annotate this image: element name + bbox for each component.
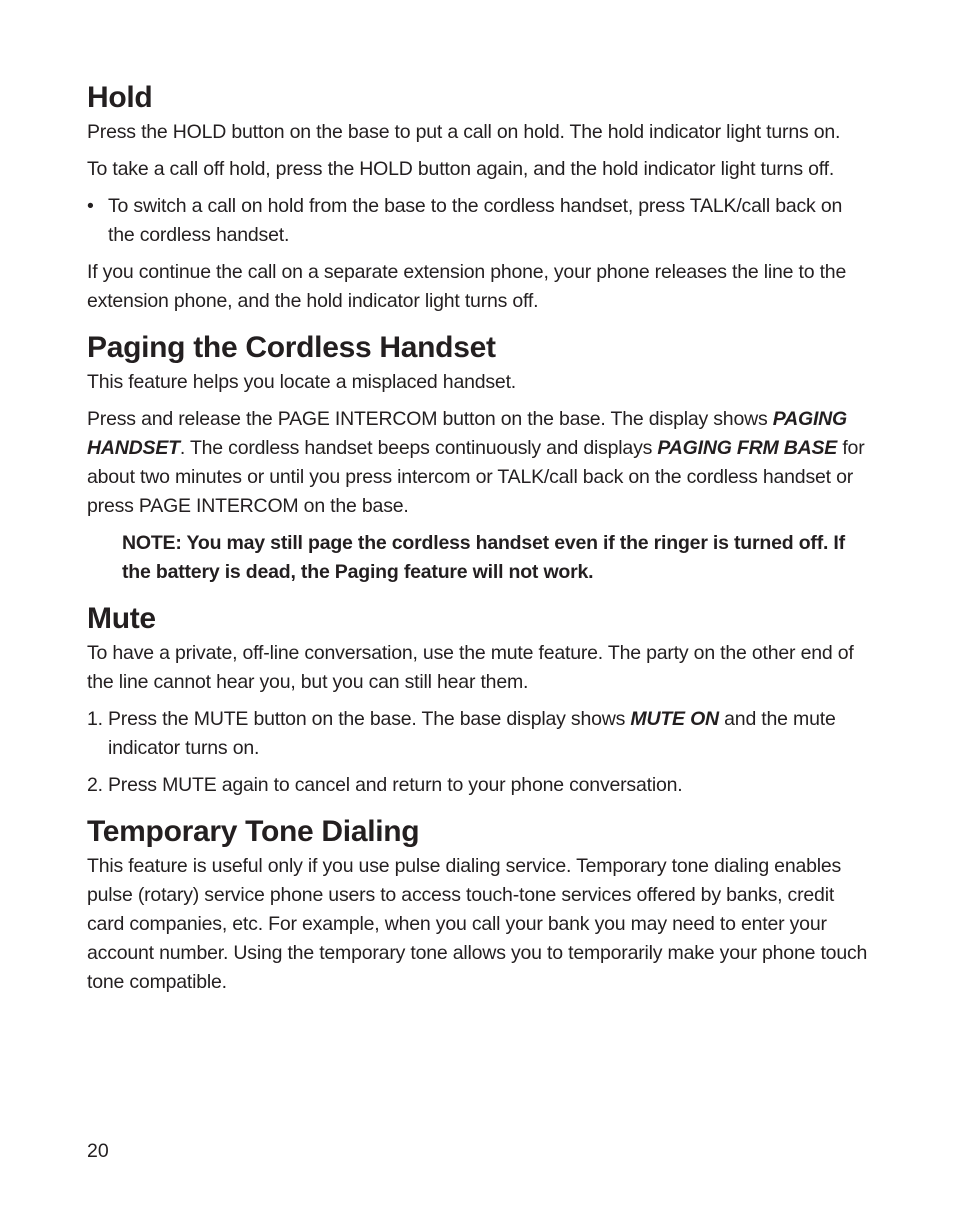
paging-text-b: . The cordless handset beeps continuously and displays [179,437,658,459]
paging-display-text: PAGING HANDSET [87,408,848,459]
paging-heading: Paging the Cordless Handset [87,331,496,364]
step-number: 1. [87,708,103,730]
manual-page-content [87,80,872,997]
mute-step-2-text: Press MUTE again to cancel and return to your phone conversation. [108,774,683,796]
paging-text-a: Press and release the PAGE INTERCOM button on the base. The display shows [87,408,773,430]
bullet-dot-icon: • [87,195,94,217]
paging-paragraph-2 [87,405,872,521]
mute-on-text: MUTE ON [630,708,719,730]
step-number: 2. [87,774,103,796]
mute-step-1-text [108,705,872,763]
mute-heading: Mute [87,602,156,635]
paging-paragraph-1: This feature helps you locate a misplaced handset. [87,371,517,393]
paging-note: NOTE: You may still page the cordless handset even if the ringer is turned off. If the battery is dead, the Paging feature will not work. [122,532,845,583]
hold-section [87,80,872,316]
mute-paragraph-1: To have a private, off-line conversation, use the mute feature. The party on the other end of the line cannot hear you, but you can still hear them. [87,642,854,693]
tone-paragraph-1: This feature is useful only if you use pulse dialing service. Temporary tone dialing enables pulse (rotary) service phone users to access touch-tone services offered by banks, credit card companies, etc. For example, when you call your bank you may need to enter your account number. Using the temporary tone allows you to temporarily make your phone touch tone compatible. [87,855,868,993]
paging-section [87,330,872,587]
hold-bullet-text: To switch a call on hold from the base to the cordless handset, press TALK/call back on the cordless handset. [108,195,843,246]
hold-paragraph-3: If you continue the call on a separate extension phone, your phone releases the line to the extension phone, and the hold indicator light turns off. [87,261,847,312]
paging-text-c: for about two minutes or until you press intercom or TALK/call back on the cordless handset or press PAGE INTERCOM on the base. [87,437,865,517]
page-number: 20 [87,1140,109,1162]
mute-step-1-text-b: and the mute indicator turns on. [108,708,836,759]
hold-heading: Hold [87,81,153,114]
tone-section [87,814,872,997]
mute-step-2 [87,771,872,800]
hold-paragraph-2: To take a call off hold, press the HOLD button again, and the hold indicator light turns off. [87,158,835,180]
hold-paragraph-1: Press the HOLD button on the base to put a call on hold. The hold indicator light turns on. [87,121,841,143]
tone-heading: Temporary Tone Dialing [87,815,420,848]
mute-step-1 [87,705,872,763]
mute-step-1-text-a: Press the MUTE button on the base. The base display shows [108,708,631,730]
paging-frm-base-text: PAGING FRM BASE [657,437,838,459]
mute-section [87,601,872,800]
hold-bullet-item [87,192,872,250]
